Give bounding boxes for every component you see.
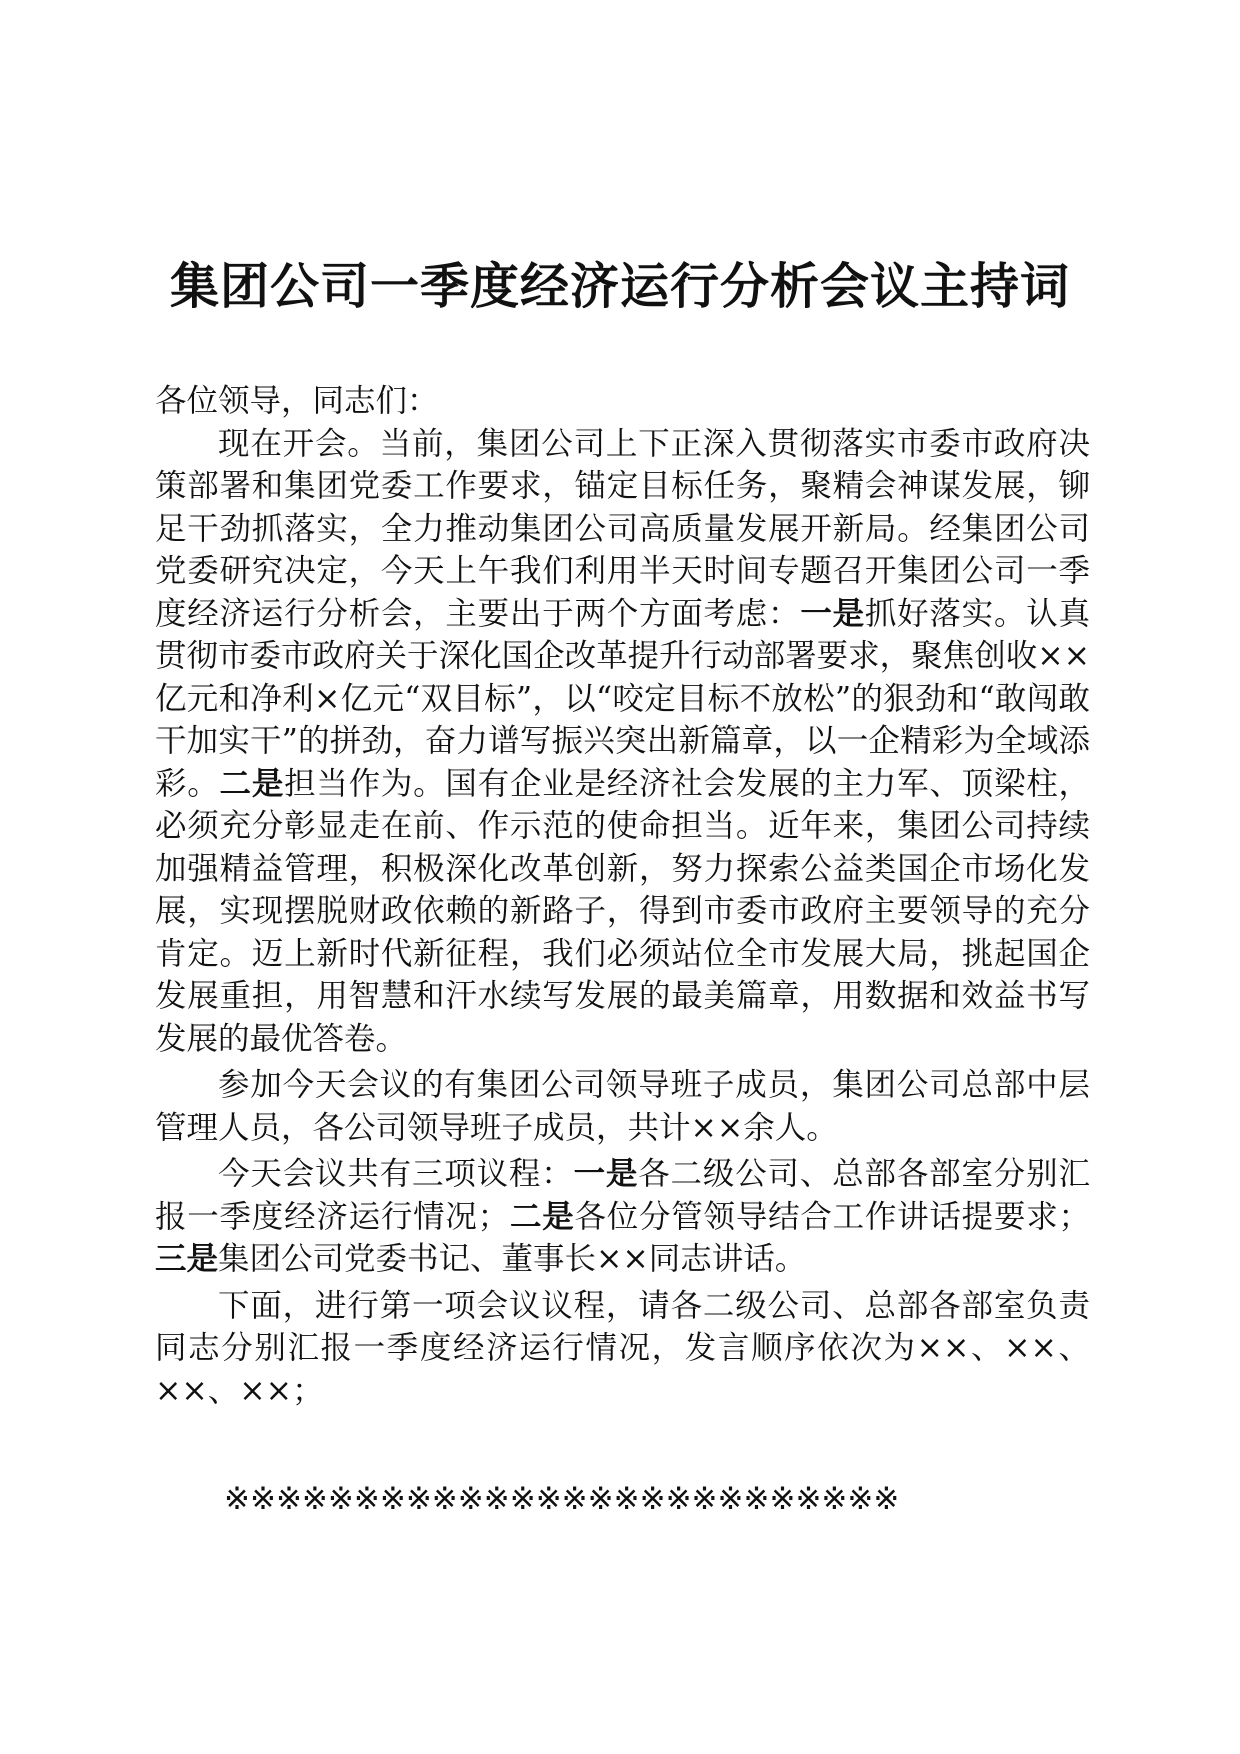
separator-line: ※※※※※※※※※※※※※※※※※※※※※※※※※※ (224, 1481, 900, 1517)
agenda-item-2-label: 二是 (509, 1198, 575, 1235)
point-2-text: 担当作为。国有企业是经济社会发展的主力军、顶梁柱，必须充分彰显走在前、作示范的使命担当。近年来，集团公司持续加强精益管理，积极深化改革创新，努力探索公益类国企市场化发展，实现摆脱财政依赖的新路子，得到市委市政府主要领导的充分肯定。迈上新时代新征程，我们必须站位全市发展大局，挑起国企发展重担，用智慧和汗水续写发展的最美篇章，用数据和效益书写发展的最优答卷。 (155, 765, 1090, 1057)
document-body (155, 380, 1090, 1412)
agenda-item-2-text: 各位分管领导结合工作讲话提要求； (574, 1198, 1090, 1235)
point-1-label: 一是 (800, 595, 865, 632)
salutation: 各位领导，同志们： (155, 383, 439, 419)
agenda-item-3-label: 三是 (155, 1241, 219, 1277)
paragraph-opening (155, 423, 1090, 1061)
point-2-label: 二是 (219, 765, 285, 802)
paragraph-attendees: 参加今天会议的有集团公司领导班子成员，集团公司总部中层管理人员，各公司领导班子成员，共计××余人。 (155, 1067, 1090, 1146)
paragraph-first-agenda: 下面，进行第一项会议议程，请各二级公司、总部各部室负责同志分别汇报一季度经济运行情况，发言顺序依次为××、××、××、××； (155, 1287, 1090, 1409)
agenda-item-1-label: 一是 (573, 1156, 639, 1192)
paragraph-agenda (155, 1153, 1090, 1281)
agenda-item-1-text: 各二级公司、总部各部室分别汇报一季度经济运行情况； (155, 1156, 1090, 1235)
agenda-intro: 今天会议共有三项议程： (218, 1156, 574, 1192)
opening-intro: 现在开会。当前，集团公司上下正深入贯彻落实市委市政府决策部署和集团党委工作要求，锚定目标任务，聚精会神谋发展，铆足干劲抓落实，全力推动集团公司高质量发展开新局。经集团公司党委研究决定，今天上午我们利用半天时间专题召开集团公司一季度经济运行分析会，主要出于两个方面考虑： (155, 425, 1090, 632)
document-title: 集团公司一季度经济运行分析会议主持词 (169, 257, 1070, 315)
agenda-item-3-text: 集团公司党委书记、董事长××同志讲话。 (218, 1241, 807, 1277)
point-1-text: 抓好落实。认真贯彻市委市政府关于深化国企改革提升行动部署要求，聚焦创收××亿元和净利×亿元“双目标”，以“咬定目标不放松”的狠劲和“敢闯敢干加实干”的拼劲，奋力谱写振兴突出新篇章，以一企精彩为全域添彩。 (155, 595, 1090, 802)
